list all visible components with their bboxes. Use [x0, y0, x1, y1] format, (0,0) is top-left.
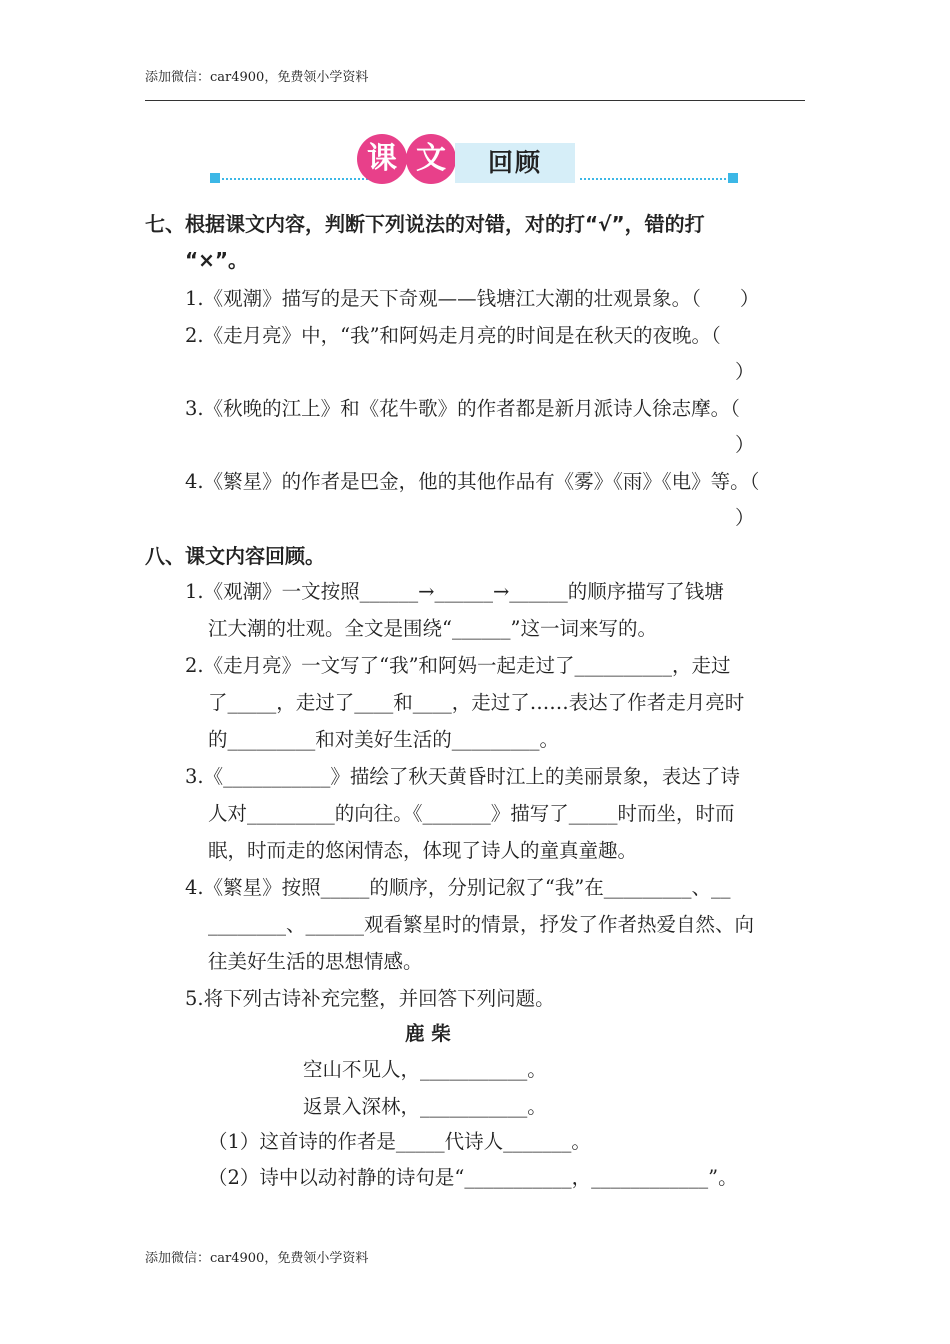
section7-title: 七、根据课文内容，判断下列说法的对错，对的打“√”，错的打: [145, 212, 705, 236]
section8-title: 八、课文内容回顾。: [145, 544, 325, 568]
header-rule: [145, 100, 805, 101]
review-line: 2.《走月亮》一文写了“我”和阿妈一起走过了__________，走过: [185, 654, 731, 677]
review-line: 眠，时而走的悠闲情态，体现了诗人的童真童趣。: [208, 839, 638, 862]
square-marker-left: [210, 173, 220, 183]
review-line: 人对_________的向往。《_______》描写了_____时而坐，时而: [208, 802, 735, 825]
review-line: 1.《观潮》一文按照______→______→______的顺序描写了钱塘: [185, 580, 724, 603]
poem-line-2: 返景入深林，___________。: [303, 1095, 547, 1118]
footer-note: 添加微信：car4900，免费领小学资料: [145, 1251, 369, 1266]
judge-item-2-bracket: ）: [735, 360, 755, 383]
question-2: （2）诗中以动衬静的诗句是“___________，____________”。: [208, 1166, 738, 1189]
section7-title-cont: “×”。: [185, 248, 249, 272]
banner-char-1: 课: [357, 134, 407, 184]
review-line: 4.《繁星》按照_____的顺序，分别记叙了“我”在_________、__: [185, 876, 731, 899]
review-line: 了_____，走过了____和____，走过了……表达了作者走月亮时: [208, 691, 745, 714]
judge-item-3: 3.《秋晚的江上》和《花牛歌》的作者都是新月派诗人徐志摩。（: [185, 397, 740, 420]
section-banner: [210, 128, 740, 190]
dotted-line-left: [218, 178, 368, 180]
poem-title: 鹿 柴: [405, 1022, 451, 1045]
judge-item-4-bracket: ）: [735, 506, 755, 529]
review-line: 3.《___________》描绘了秋天黄昏时江上的美丽景象，表达了诗: [185, 765, 740, 788]
review-line: 的_________和对美好生活的_________。: [208, 728, 560, 751]
banner-label: 回顾: [455, 143, 575, 183]
poem-line-1: 空山不见人，___________。: [303, 1058, 547, 1081]
judge-item-2: 2.《走月亮》中，“我”和阿妈走月亮的时间是在秋天的夜晚。（: [185, 324, 721, 347]
square-marker-right: [728, 173, 738, 183]
dotted-line-right: [580, 178, 730, 180]
question-1: （1）这首诗的作者是_____代诗人_______。: [208, 1130, 591, 1153]
judge-item-1: 1.《观潮》描写的是天下奇观——钱塘江大潮的壮观景象。（ ）: [185, 287, 760, 310]
judge-item-4: 4.《繁星》的作者是巴金，他的其他作品有《雾》《雨》《电》等。（: [185, 470, 760, 493]
review-line: 往美好生活的思想情感。: [208, 950, 423, 973]
header-note: 添加微信：car4900，免费领小学资料: [145, 70, 369, 85]
judge-item-3-bracket: ）: [735, 433, 755, 456]
review-line: ________、______观看繁星时的情景，抒发了作者热爱自然、向: [208, 913, 755, 936]
review-line: 江大潮的壮观。全文是围绕“______”这一词来写的。: [208, 617, 657, 640]
review-line: 5.将下列古诗补充完整，并回答下列问题。: [185, 987, 555, 1010]
banner-char-2: 文: [406, 134, 456, 184]
